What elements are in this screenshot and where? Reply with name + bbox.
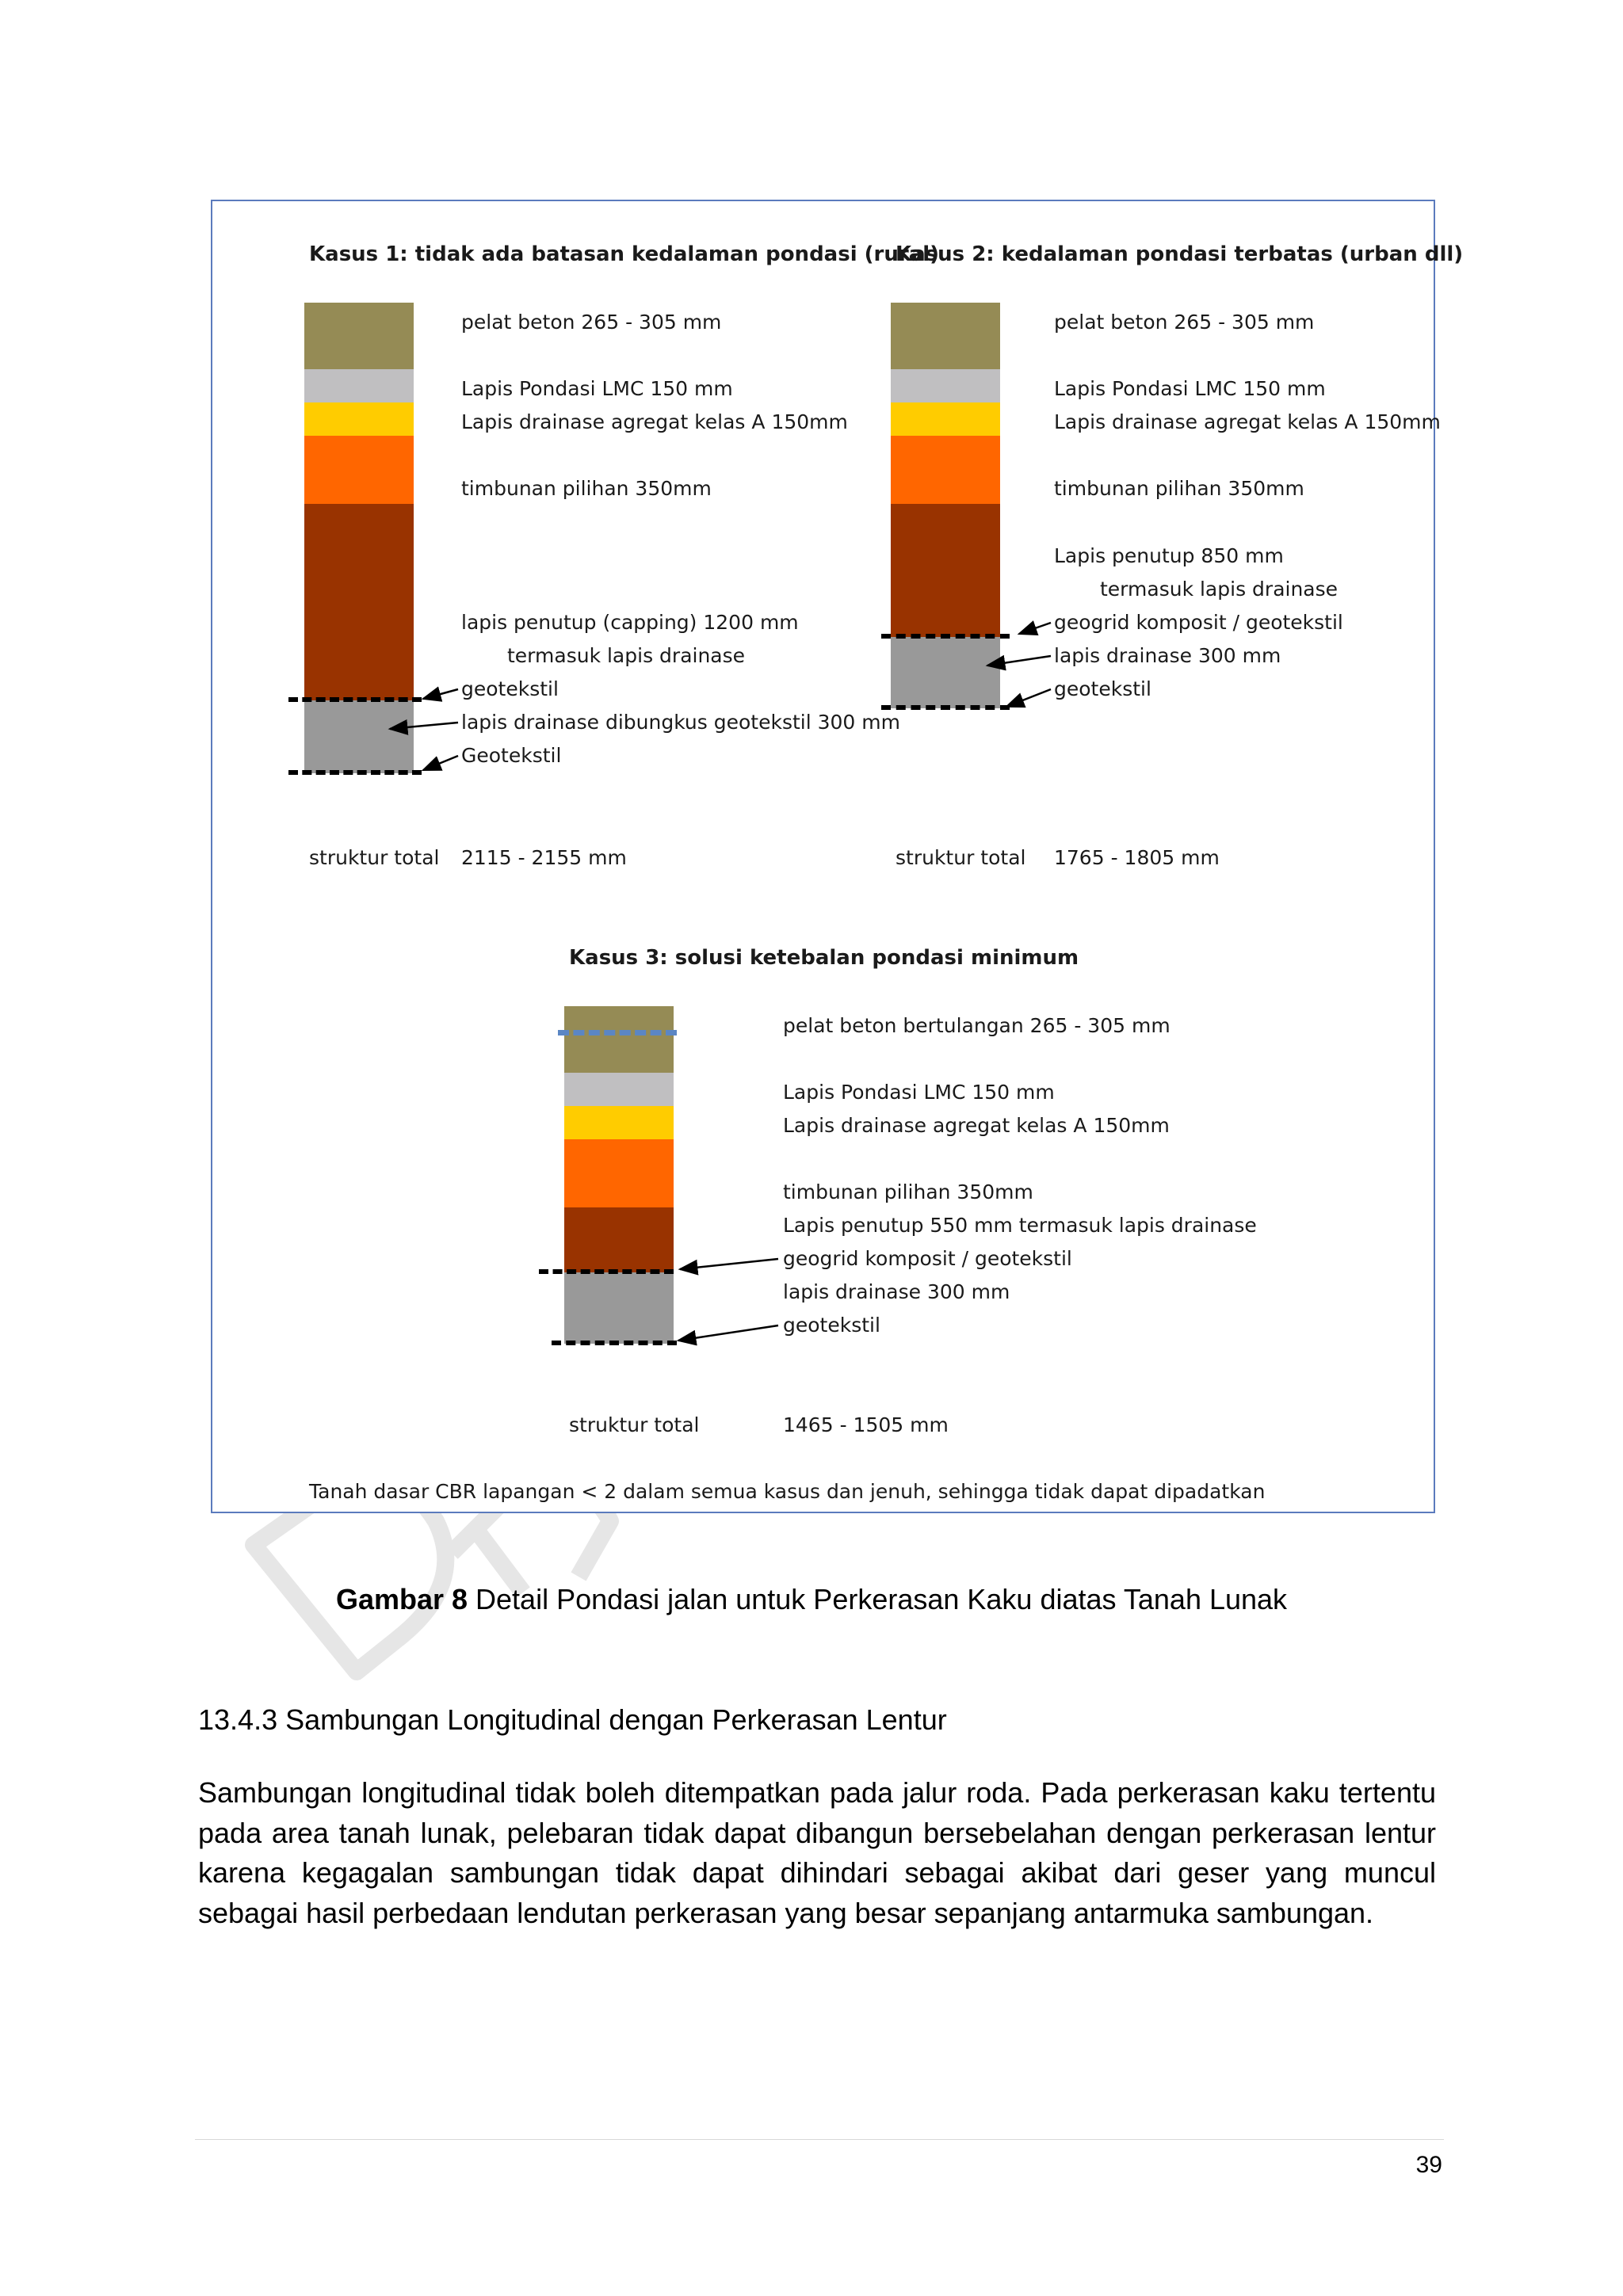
case1-label-lmc: Lapis Pondasi LMC 150 mm xyxy=(461,377,733,400)
case3-layer-drainage xyxy=(564,1272,674,1344)
case1-total-value: 2115 - 2155 mm xyxy=(461,846,627,869)
case1-label-capping: lapis penutup (capping) 1200 mm xyxy=(461,611,799,634)
case1-layer-capping xyxy=(304,504,414,700)
case1-layer-agregat xyxy=(304,402,414,436)
case1-label-drainage: lapis drainase dibungkus geotekstil 300 mm xyxy=(461,711,900,734)
case3-geogrid-line xyxy=(539,1269,674,1274)
case3-label-lmc: Lapis Pondasi LMC 150 mm xyxy=(783,1081,1055,1104)
case2-layer-capping xyxy=(891,504,1000,637)
case1-geotextile-top-line xyxy=(288,697,422,702)
case2-label-lmc: Lapis Pondasi LMC 150 mm xyxy=(1054,377,1326,400)
case1-layer-concrete xyxy=(304,303,414,369)
case2-label-capping-note: termasuk lapis drainase xyxy=(1100,578,1338,601)
case2-geogrid-line xyxy=(881,634,1010,639)
case2-layer-agregat xyxy=(891,402,1000,436)
case2-layer-drainage xyxy=(891,637,1000,708)
case3-layer-agregat xyxy=(564,1106,674,1139)
case3-label-capping: Lapis penutup 550 mm termasuk lapis drainase xyxy=(783,1214,1257,1237)
footer-divider xyxy=(195,2139,1444,2140)
case1-layer-drainage xyxy=(304,700,414,773)
case2-label-drainage: lapis drainase 300 mm xyxy=(1054,644,1281,667)
case3-layer-concrete xyxy=(564,1006,674,1073)
case2-layer-lmc xyxy=(891,369,1000,402)
page-number: 39 xyxy=(1415,2152,1442,2178)
case2-total-value: 1765 - 1805 mm xyxy=(1054,846,1220,869)
case2-label-concrete: pelat beton 265 - 305 mm xyxy=(1054,311,1315,334)
case1-label-geotextile-top: geotekstil xyxy=(461,677,559,700)
case2-label-capping: Lapis penutup 850 mm xyxy=(1054,544,1284,567)
case1-label-concrete: pelat beton 265 - 305 mm xyxy=(461,311,722,334)
case3-total-value: 1465 - 1505 mm xyxy=(783,1413,949,1436)
case3-label-drainage: lapis drainase 300 mm xyxy=(783,1280,1010,1303)
case2-layer-concrete xyxy=(891,303,1000,369)
case1-label-geotextile-bottom: Geotekstil xyxy=(461,744,562,767)
case3-reinforcement-line xyxy=(558,1030,677,1035)
case2-label-geotextile: geotekstil xyxy=(1054,677,1151,700)
case1-geotextile-bottom-line xyxy=(288,770,422,775)
case2-geotextile-bottom-line xyxy=(881,705,1010,710)
case2-label-timbunan: timbunan pilihan 350mm xyxy=(1054,477,1304,500)
case1-total-label: struktur total xyxy=(309,846,440,869)
case1-label-agregat: Lapis drainase agregat kelas A 150mm xyxy=(461,410,848,433)
case1-layer-timbunan xyxy=(304,436,414,504)
case1-label-capping-note: termasuk lapis drainase xyxy=(507,644,746,667)
case3-label-geogrid: geogrid komposit / geotekstil xyxy=(783,1247,1072,1270)
case3-total-label: struktur total xyxy=(569,1413,700,1436)
section-paragraph: Sambungan longitudinal tidak boleh ditempatkan pada jalur roda. Pada perkerasan kaku tertentu pada area tanah lunak, pelebaran tidak dapat dibangun bersebelahan dengan perkerasan lentur karena kegagalan sambungan tidak dapat dihindari sebagai akibat dari geser yang muncul sebagai hasil perbedaan lendutan perkerasan yang besar sepanjang antarmuka sambungan. xyxy=(198,1776,1436,1929)
caption-text: Detail Pondasi jalan untuk Perkerasan Kaku diatas Tanah Lunak xyxy=(468,1583,1288,1615)
case3-title: Kasus 3: solusi ketebalan pondasi minimum xyxy=(569,946,1079,970)
figure-caption xyxy=(0,1583,1623,1616)
case1-label-timbunan: timbunan pilihan 350mm xyxy=(461,477,712,500)
case2-label-agregat: Lapis drainase agregat kelas A 150mm xyxy=(1054,410,1441,433)
case2-total-label: struktur total xyxy=(896,846,1026,869)
case1-layer-lmc xyxy=(304,369,414,402)
case1-title: Kasus 1: tidak ada batasan kedalaman pondasi (rural) xyxy=(309,242,940,266)
case3-label-concrete: pelat beton bertulangan 265 - 305 mm xyxy=(783,1014,1170,1037)
case2-layer-timbunan xyxy=(891,436,1000,504)
caption-label: Gambar 8 xyxy=(335,1583,468,1615)
case2-label-geogrid: geogrid komposit / geotekstil xyxy=(1054,611,1343,634)
case3-label-geotextile: geotekstil xyxy=(783,1314,880,1337)
case3-layer-lmc xyxy=(564,1073,674,1106)
case3-label-agregat: Lapis drainase agregat kelas A 150mm xyxy=(783,1114,1170,1137)
case3-geotextile-bottom-line xyxy=(552,1341,677,1345)
case3-layer-capping xyxy=(564,1207,674,1272)
case3-label-timbunan: timbunan pilihan 350mm xyxy=(783,1180,1033,1203)
figure-footnote: Tanah dasar CBR lapangan < 2 dalam semua kasus dan jenuh, sehingga tidak dapat dipadatkan xyxy=(309,1480,1266,1503)
section-heading: 13.4.3 Sambungan Longitudinal dengan Perkerasan Lentur xyxy=(198,1703,947,1736)
case2-title: Kasus 2: kedalaman pondasi terbatas (urban dll) xyxy=(896,242,1464,266)
case3-layer-timbunan xyxy=(564,1139,674,1207)
